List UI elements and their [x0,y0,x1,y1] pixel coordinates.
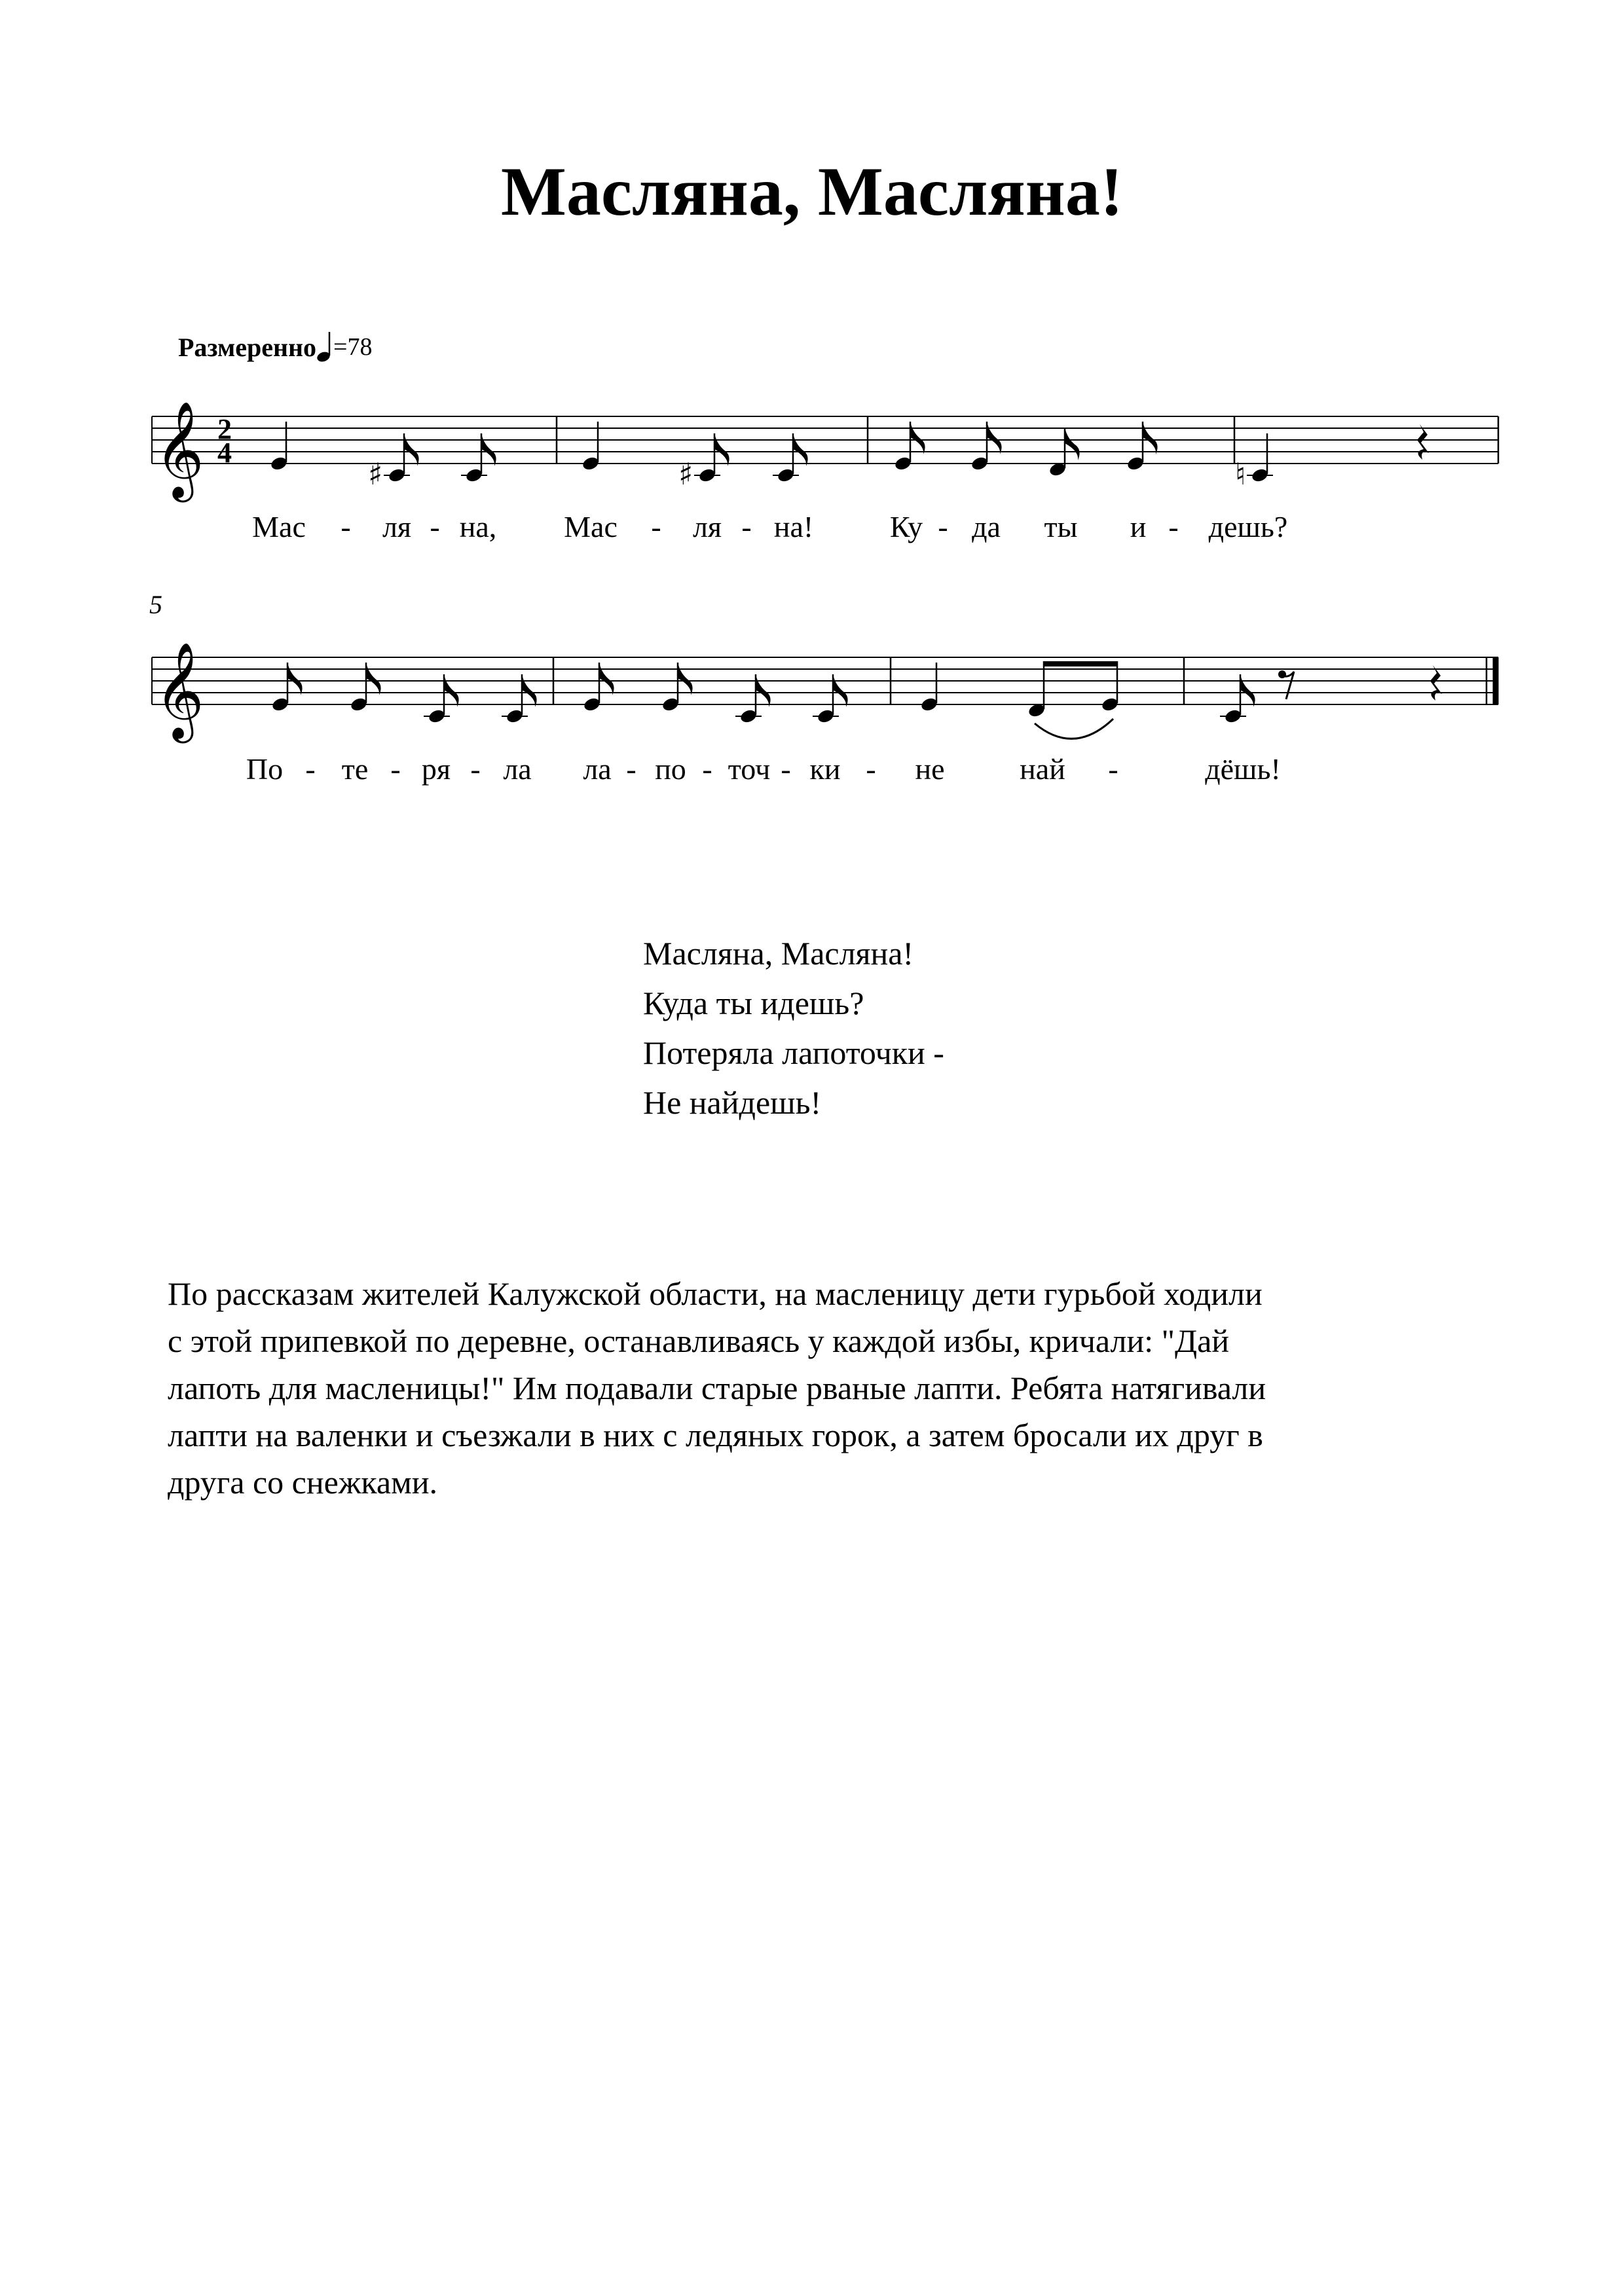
paragraph-line: По рассказам жителей Калужской области, на масленицу дети гурьбой ходили [168,1275,1263,1312]
description-paragraph [168,1270,1477,1506]
lyric-hyphen: - [626,752,637,786]
note-flag [1065,428,1080,460]
note-flag [987,422,1002,454]
note-flag [404,433,419,466]
verse-line: Потеряла лапоточки - [643,1034,944,1071]
lyric-syllable: ря [421,752,451,786]
lyric-syllable: ля [692,510,722,543]
measure-number: 5 [149,590,162,619]
lyric-syllable: те [341,752,369,786]
verse-line: Масляна, Масляна! [643,935,914,972]
note-flag [481,433,496,466]
lyric-hyphen: - [390,752,401,786]
lyric-syllable: ла [583,752,612,786]
verse-line: Куда ты идешь? [643,985,864,1021]
note-flag [599,663,614,695]
note-flag [1143,422,1158,454]
lyric-hyphen: - [651,510,661,543]
note-flag [793,433,808,466]
note-flag [444,674,459,707]
lyric-syllable: не [915,752,945,786]
lyric-syllable: ки [809,752,841,786]
note-flag [756,674,771,707]
treble-clef-icon: 𝄞 [155,401,204,498]
quarter-rest-icon [1417,424,1429,460]
page-title: Масляна, Масляна! [500,153,1124,230]
beam [1044,661,1118,666]
time-signature-bottom: 4 [217,437,232,469]
lyric-syllable: Мас [564,510,618,543]
note-flag [714,433,729,466]
note-flag [678,663,693,695]
lyric-syllable: Ку [889,510,923,543]
treble-clef-icon: 𝄞 [155,642,204,739]
lyric-syllable: на! [773,510,814,543]
lyric-hyphen: - [781,752,791,786]
quarter-rest-icon [1430,665,1442,701]
tempo-text: Размеренно [178,332,317,362]
lyric-syllable: по [655,752,686,786]
paragraph-line: лапоть для масленицы!" Им подавали старые рваные лапти. Ребята натягивали [168,1370,1266,1406]
sharp-icon: ♯ [368,456,383,492]
note-flag [522,674,537,707]
lyric-hyphen: - [1108,752,1118,786]
lyric-hyphen: - [741,510,752,543]
paragraph-line: друга со снежками. [168,1464,437,1501]
note-flag [287,663,303,695]
lyric-syllable: дёшь! [1205,752,1281,786]
lyric-hyphen: - [702,752,712,786]
paragraph-line: лапти на валенки и съезжали в них с ледяных горок, а затем бросали их друг в [168,1417,1263,1453]
music-score [0,0,1624,851]
lyric-syllable: ля [382,510,412,543]
lyric-hyphen: - [341,510,351,543]
note-flag [366,663,381,695]
lyric-syllable: Мас [252,510,306,543]
note-flag [833,674,848,707]
time-signature-top: 2 [217,413,232,445]
lyric-syllable: точ [728,752,771,786]
paragraph-line: с этой припевкой по деревне, останавливаясь у каждой избы, кричали: "Дай [168,1322,1230,1359]
verse-line: Не найдешь! [643,1084,822,1121]
lyric-syllable: на, [459,510,497,543]
lyric-hyphen: - [866,752,876,786]
metronome-value: =78 [333,333,373,361]
lyric-hyphen: - [1168,510,1179,543]
lyric-syllable: дешь? [1208,510,1288,543]
slur [1035,719,1113,738]
lyric-syllable: ла [503,752,532,786]
lyric-hyphen: - [938,510,948,543]
lyric-syllable: По [246,752,284,786]
lyric-hyphen: - [305,752,316,786]
lyric-syllable: най [1020,752,1065,786]
lyric-hyphen: - [430,510,440,543]
lyric-hyphen: - [470,752,481,786]
verse-text [643,928,944,1127]
lyric-syllable: и [1130,510,1147,543]
natural-icon: ♮ [1235,456,1246,492]
note-flag [910,422,925,454]
lyric-syllable: ты [1044,510,1078,543]
eighth-rest-icon [1282,672,1294,699]
note-flag [1240,674,1255,707]
lyric-syllable: да [972,510,1001,543]
sharp-icon: ♯ [678,456,693,492]
